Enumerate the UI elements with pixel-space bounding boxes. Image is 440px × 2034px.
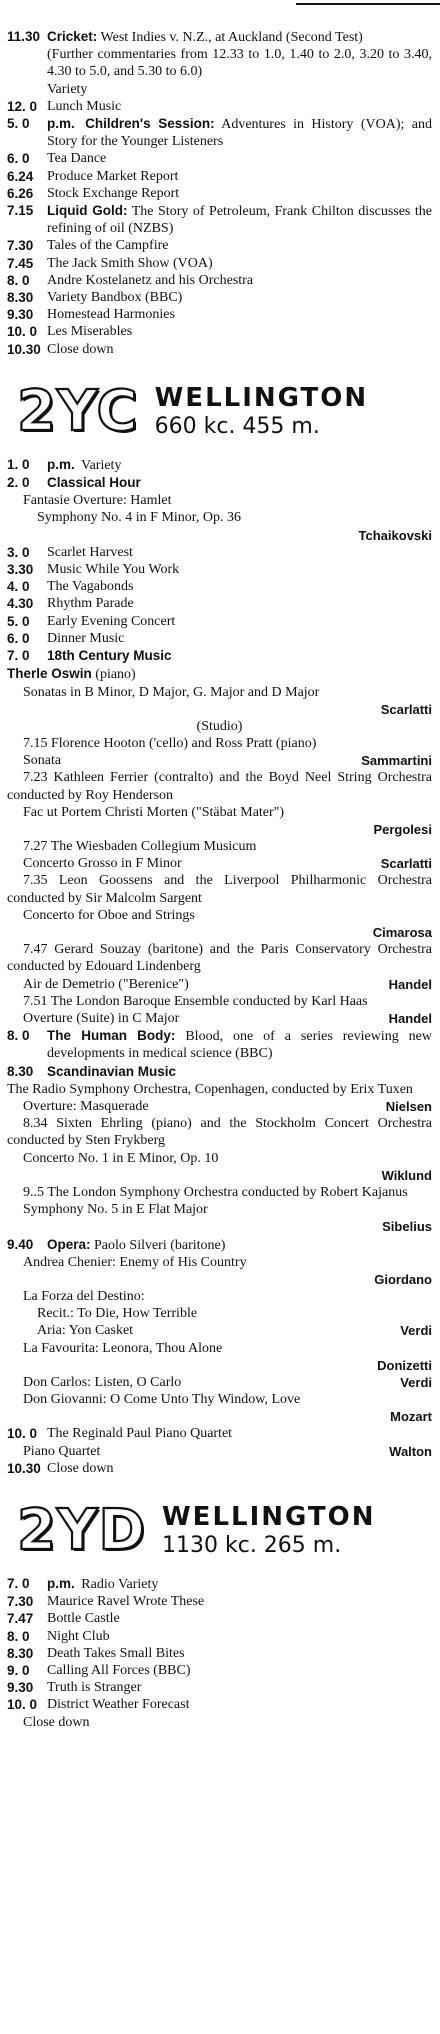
station-frequency: 660 kc. 455 m. <box>154 413 320 439</box>
listing-entry <box>7 150 432 167</box>
entry-ampm: p.m. <box>47 116 75 132</box>
composer: Handel <box>388 976 432 992</box>
entry-text: Close down <box>47 1460 114 1476</box>
entry-time: 7.30 <box>7 1594 34 1610</box>
entry-text: Death Takes Small Bites <box>47 1645 185 1661</box>
work-note: (Studio) <box>196 718 243 734</box>
work-title: Concerto for Oboe and Strings <box>23 907 195 923</box>
listing-entry <box>7 237 432 254</box>
entry-title: Cricket: <box>47 29 98 44</box>
entry-time: 11.30 <box>7 29 41 44</box>
listing-entry <box>7 474 432 492</box>
entry-text: Night Club <box>47 1628 110 1644</box>
work-line <box>7 804 432 838</box>
work-line <box>7 1322 432 1339</box>
station-logo: 2YD <box>17 1498 146 1564</box>
entry-title: Liquid Gold: <box>47 203 128 219</box>
entry-time: 7.47 <box>7 1611 34 1627</box>
entry-text: The Jack Smith Show (VOA) <box>47 255 213 271</box>
entry-text: Close down <box>23 1714 90 1730</box>
work-title: Symphony No. 5 in E Flat Major <box>23 1202 208 1218</box>
entry-text: Close down <box>47 341 114 357</box>
entry-text: Calling All Forces (BBC) <box>47 1663 191 1679</box>
composer: Nielsen <box>385 1098 432 1114</box>
entry-time: 8.30 <box>7 1063 34 1079</box>
entry-text: Early Evening Concert <box>47 613 176 629</box>
entry-text: Tales of the Campfire <box>47 238 169 254</box>
work-title: Overture: Masquerade <box>23 1098 149 1114</box>
composer: Cimarosa <box>372 924 432 940</box>
work-title: Don Carlos: Listen, O Carlo <box>23 1375 182 1391</box>
column-rule <box>296 3 440 5</box>
entry-title: The Human Body: <box>47 1028 176 1044</box>
entry-time: 10.30 <box>7 1460 41 1476</box>
entry-time: 6.26 <box>7 185 34 201</box>
listing-entry <box>7 98 432 115</box>
listing-entry <box>7 1027 432 1062</box>
performer-line: The Radio Symphony Orchestra, Copenhagen, conducted by Erix Tuxen <box>7 1081 413 1097</box>
performer-role: (piano) <box>95 667 136 683</box>
entry-text: West Indies v. N.Z., at Auckland (Second Test) <box>100 30 363 45</box>
entry-time: 10.30 <box>7 341 41 357</box>
entry-note: (Further commentaries from 12.33 to 1.0, 1.40 to 2.0, 3.20 to 3.40, 4.30 to 5.0, and 5.30 to 6.0) <box>47 47 432 80</box>
entry-text: Lunch Music <box>47 98 122 114</box>
work-title: Aria: Yon Casket <box>37 1323 134 1339</box>
work-line <box>7 1010 432 1027</box>
listing-entry <box>7 1628 432 1645</box>
entry-text: Rhythm Parade <box>47 596 134 612</box>
entry-time: 5. 0 <box>7 116 30 132</box>
entry-text: The Reginald Paul Piano Quartet <box>47 1426 233 1442</box>
performer-line: 7.51 The London Baroque Ensemble conducted by Karl Haas <box>23 993 368 1009</box>
listing-entry <box>7 341 432 358</box>
entry-ampm: p.m. <box>47 456 75 472</box>
performer-line: 7.27 The Wiesbaden Collegium Musicum <box>23 838 257 854</box>
entry-time: 7. 0 <box>7 1576 30 1592</box>
entry-time: 6. 0 <box>7 151 30 167</box>
station-city: WELLINGTON <box>162 1502 376 1533</box>
entry-text: Radio Variety <box>81 1577 159 1593</box>
entry-time: 6. 0 <box>7 630 30 646</box>
composer: Verdi <box>400 1323 432 1339</box>
work-title: Concerto No. 1 in E Minor, Op. 10 <box>23 1150 219 1166</box>
composer: Sibelius <box>382 1219 432 1235</box>
listing-entry <box>7 578 432 595</box>
listing-entry <box>7 1460 432 1477</box>
listing-entry <box>7 561 432 578</box>
work-line <box>7 855 432 872</box>
entry-text: Scarlet Harvest <box>47 544 133 560</box>
composer: Giordano <box>374 1271 432 1287</box>
entry-time: 1. 0 <box>7 456 30 472</box>
work-title: La Favourita: Leonora, Thou Alone <box>23 1340 223 1356</box>
work-title: Recit.: To Die, How Terrible <box>37 1306 198 1322</box>
work-line <box>7 1443 432 1460</box>
entry-time: 9.30 <box>7 307 34 323</box>
work-title: Overture (Suite) in C Major <box>23 1010 180 1026</box>
work-title: Sonatas in B Minor, D Major, G. Major and D Major <box>23 684 320 700</box>
entry-text: The Story of Petroleum, Frank Chilton discusses the refining of oil (NZBS) <box>47 204 432 237</box>
entry-time: 10. 0 <box>7 324 38 340</box>
entry-time: 8. 0 <box>7 272 30 288</box>
entry-time: 8. 0 <box>7 1628 30 1644</box>
listing-entry <box>7 1610 432 1627</box>
listing-entry <box>7 544 432 561</box>
work-line <box>7 1391 432 1425</box>
listing-entry <box>7 1425 432 1442</box>
performer-line: 8.34 Sixten Ehrling (piano) and the Stockholm Concert Orchestra conducted by Sten Frykberg <box>7 1116 432 1149</box>
performer-line <box>7 665 432 683</box>
work-title: Piano Quartet <box>23 1443 101 1459</box>
listing-entry <box>7 272 432 289</box>
entry-title: Opera: <box>47 1236 91 1252</box>
listing-entry <box>7 1645 432 1662</box>
entry-time: 2. 0 <box>7 475 30 491</box>
composer: Mozart <box>390 1409 432 1425</box>
entry-text: Stock Exchange Report <box>47 185 180 201</box>
listing-entry <box>7 595 432 612</box>
work-title: La Forza del Destino: <box>23 1289 145 1304</box>
listing-entry <box>7 168 432 185</box>
entry-text: Adventures in History (VOA); and Story for the Younger Listeners <box>47 117 432 150</box>
entry-title: Children's Session: <box>85 116 215 132</box>
work-title: Don Giovanni: O Come Unto Thy Window, Love <box>23 1392 301 1408</box>
listing-entry <box>7 1593 432 1610</box>
work-title: Air de Demetrio ("Berenice") <box>23 976 189 992</box>
entry-text: District Weather Forecast <box>47 1697 190 1713</box>
work-line <box>7 752 432 769</box>
listing-entry <box>7 1662 432 1679</box>
entry-text: Maurice Ravel Wrote These <box>47 1594 205 1610</box>
listing-entry <box>7 630 432 647</box>
listing-entry <box>7 255 432 272</box>
entry-text: Variety <box>81 457 122 473</box>
composer: Donizetti <box>377 1357 432 1373</box>
listing-block-2 <box>7 456 432 1477</box>
work-line <box>7 1098 432 1115</box>
listing-entry <box>7 647 432 665</box>
performer-line: 9..5 The London Symphony Orchestra conducted by Robert Kajanus <box>23 1184 408 1200</box>
performer-line: 7.35 Leon Goossens and the Liverpool Philharmonic Orchestra conducted by Sir Malcolm Sargent <box>7 873 432 906</box>
entry-time: 12. 0 <box>7 98 38 114</box>
entry-title: Classical Hour <box>47 475 141 491</box>
entry-time: 9.40 <box>7 1236 34 1252</box>
work-line <box>7 976 432 993</box>
entry-time: 7. 0 <box>7 648 30 664</box>
listing-entry <box>7 115 432 150</box>
entry-ampm: p.m. <box>47 1576 75 1592</box>
listing-block-1 <box>7 0 432 358</box>
entry-time: 10. 0 <box>7 1697 38 1713</box>
entry-time: 7.30 <box>7 238 34 254</box>
work-line <box>7 684 432 718</box>
listing-block-3 <box>7 1575 432 1731</box>
entry-time: 5. 0 <box>7 613 30 629</box>
entry-time: 9. 0 <box>7 1663 30 1679</box>
entry-text: Andre Kostelanetz and his Orchestra <box>47 272 254 288</box>
listing-entry <box>7 202 432 237</box>
station-header-2yc <box>7 380 432 444</box>
entry-text: The Vagabonds <box>47 579 134 595</box>
work-title: Fac ut Portem Christi Morten ("Stäbat Mater") <box>23 804 285 820</box>
performer-line: 7.47 Gerard Souzay (baritone) and the Paris Conservatory Orchestra conducted by Edouard Lindenberg <box>7 942 432 975</box>
listing-entry <box>7 185 432 202</box>
entry-time: 6.24 <box>7 168 34 184</box>
listing-entry <box>7 1236 432 1254</box>
entry-line: Symphony No. 4 in F Minor, Op. 36 <box>37 510 242 526</box>
performer-line: 7.15 Florence Hooton ('cello) and Ross Pratt (piano) <box>23 735 317 751</box>
work-title: Concerto Grosso in F Minor <box>23 856 182 872</box>
composer: Scarlatti <box>380 701 432 717</box>
entry-time: 4.30 <box>7 596 34 612</box>
listing-entry <box>7 1575 432 1593</box>
composer: Tchaikovski <box>358 527 432 543</box>
entry-text: Bottle Castle <box>47 1611 120 1627</box>
entry-time: 8.30 <box>7 290 34 306</box>
composer: Verdi <box>400 1375 432 1391</box>
work-line <box>7 1374 432 1391</box>
composer: Sammartini <box>361 753 432 769</box>
entry-text: Variety Bandbox (BBC) <box>47 290 183 306</box>
entry-title: 18th Century Music <box>47 648 172 664</box>
entry-time: 10. 0 <box>7 1426 38 1442</box>
entry-text: Produce Market Report <box>47 168 179 184</box>
entry-text: Les Miserables <box>47 324 133 340</box>
entry-time: 3. 0 <box>7 544 30 560</box>
listing-entry <box>7 306 432 323</box>
entry-time: 4. 0 <box>7 579 30 595</box>
entry-time: 8. 0 <box>7 1028 30 1044</box>
entry-text: Truth is Stranger <box>47 1680 142 1696</box>
composer: Handel <box>388 1010 432 1026</box>
station-header-2yd <box>7 1499 432 1563</box>
station-city: WELLINGTON <box>154 382 369 413</box>
work-line <box>7 1254 432 1288</box>
entry-text: Music While You Work <box>47 562 180 578</box>
listing-entry <box>7 289 432 306</box>
entry-text: Tea Dance <box>47 151 107 167</box>
listing-entry <box>7 1679 432 1696</box>
listing-entry <box>7 28 432 98</box>
listing-entry <box>7 613 432 630</box>
listing-entry <box>7 323 432 340</box>
entry-text: Homestead Harmonies <box>47 307 175 323</box>
entry-time: 9.30 <box>7 1680 34 1696</box>
performer-name: Therle Oswin <box>7 666 92 682</box>
entry-time: 7.15 <box>7 203 34 219</box>
composer: Scarlatti <box>380 856 432 872</box>
composer: Wiklund <box>381 1167 432 1183</box>
station-frequency: 1130 kc. 265 m. <box>162 1533 342 1559</box>
station-logo: 2YC <box>17 378 139 444</box>
entry-title: Scandinavian Music <box>47 1063 177 1079</box>
entry-time: 3.30 <box>7 562 34 578</box>
composer: Walton <box>389 1443 432 1459</box>
listing-entry <box>7 1063 432 1081</box>
work-title: Sonata <box>23 753 62 769</box>
entry-text: Blood, one of a series reviewing new developments in medical science (BBC) <box>47 1029 432 1062</box>
listing-entry <box>7 456 432 474</box>
composer: Pergolesi <box>373 821 432 837</box>
work-title: Andrea Chenier: Enemy of His Country <box>23 1254 247 1270</box>
entry-time: 8.30 <box>7 1645 34 1661</box>
entry-note: Variety <box>47 81 88 97</box>
entry-text: Dinner Music <box>47 630 125 646</box>
entry-text: Paolo Silveri (baritone) <box>94 1237 226 1253</box>
entry-line: Fantasie Overture: Hamlet <box>23 493 172 509</box>
entry-time: 7.45 <box>7 255 34 271</box>
performer-line: 7.23 Kathleen Ferrier (contralto) and the Boyd Neel String Orchestra conducted by Roy Henderson <box>7 770 432 803</box>
listing-entry <box>7 1696 432 1713</box>
